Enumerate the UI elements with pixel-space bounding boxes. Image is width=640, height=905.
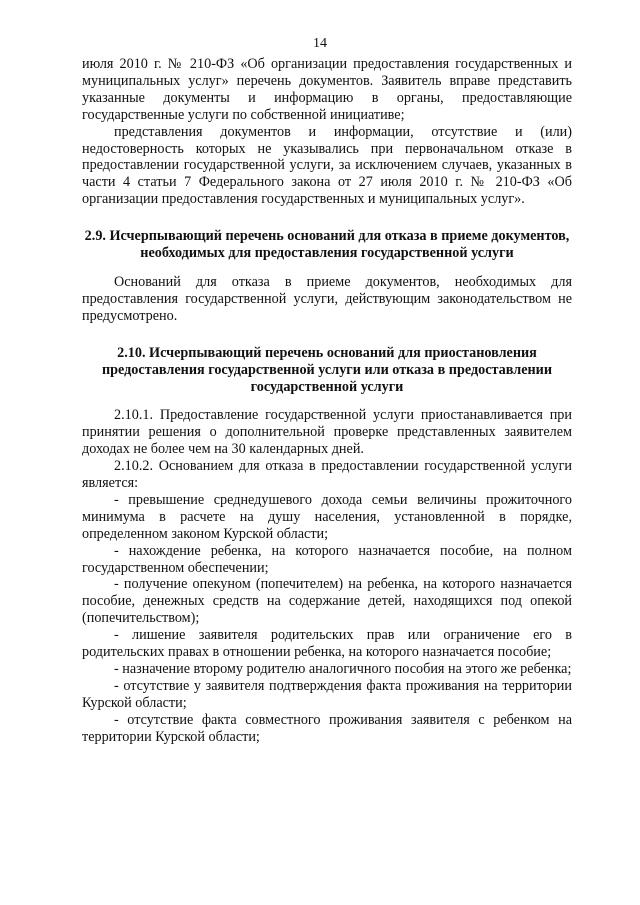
- document-body: [82, 56, 572, 746]
- paragraph: Оснований для отказа в приеме документов, необходимых для предоставления государственной услуги, действующим законодательством не предусмотрено.: [82, 273, 572, 324]
- section-heading-2-10: 2.10. Исчерпывающий перечень оснований для приостановления предоставления государственной услуги или отказа в предоставлении государственной услуги: [101, 344, 553, 395]
- paragraph: 2.10.1. Предоставление государственной услуги приостанавливается при принятии решения о дополнительной проверке представленных заявителем доходах не более чем на 30 календарных дней.: [82, 407, 572, 458]
- list-item: - нахождение ребенка, на которого назначается пособие, на полном государственном обеспечении;: [82, 542, 572, 576]
- paragraph: 2.10.2. Основанием для отказа в предоставлении государственной услуги является:: [82, 458, 572, 492]
- paragraph: представления документов и информации, отсутствие и (или) недостоверность которых не указывались при первоначальном отказе в предоставлении государственной услуги, за исключением случаев, указанных в части 4 статьи 7 Федерального закона от 27 июля 2010 г. № 210-ФЗ «Об организации предоставления государственных и муниципальных услуг».: [82, 123, 572, 208]
- list-item: - назначение второму родителю аналогичного пособия на этого же ребенка;: [114, 661, 572, 677]
- list-item: - лишение заявителя родительских прав или ограничение его в родительских правах в отношении ребенка, на которого назначается пособие;: [82, 627, 572, 661]
- list-item: - отсутствие у заявителя подтверждения факта проживания на территории Курской области;: [82, 677, 572, 711]
- list-item: - превышение среднедушевого дохода семьи величины прожиточного минимума в расчете на душу населения, установленной в порядке, определенном законом Курской области;: [82, 491, 572, 542]
- section-heading-2-9: 2.9. Исчерпывающий перечень оснований для отказа в приеме документов, необходимых для предоставления государственной услуги: [84, 228, 570, 262]
- list-item: - получение опекуном (попечителем) на ребенка, на которого назначается пособие, денежных средств на содержание детей, находящихся под опекой (попечительством);: [82, 576, 572, 627]
- page-number: 14: [313, 36, 327, 51]
- paragraph: июля 2010 г. № 210-ФЗ «Об организации предоставления государственных и муниципальных услуг» перечень документов. Заявитель вправе представить указанные документы и информацию в органы, предоставляющие государственные услуги по собственной инициативе;: [82, 56, 572, 123]
- list-item: - отсутствие факта совместного проживания заявителя с ребенком на территории Курской области;: [82, 711, 572, 745]
